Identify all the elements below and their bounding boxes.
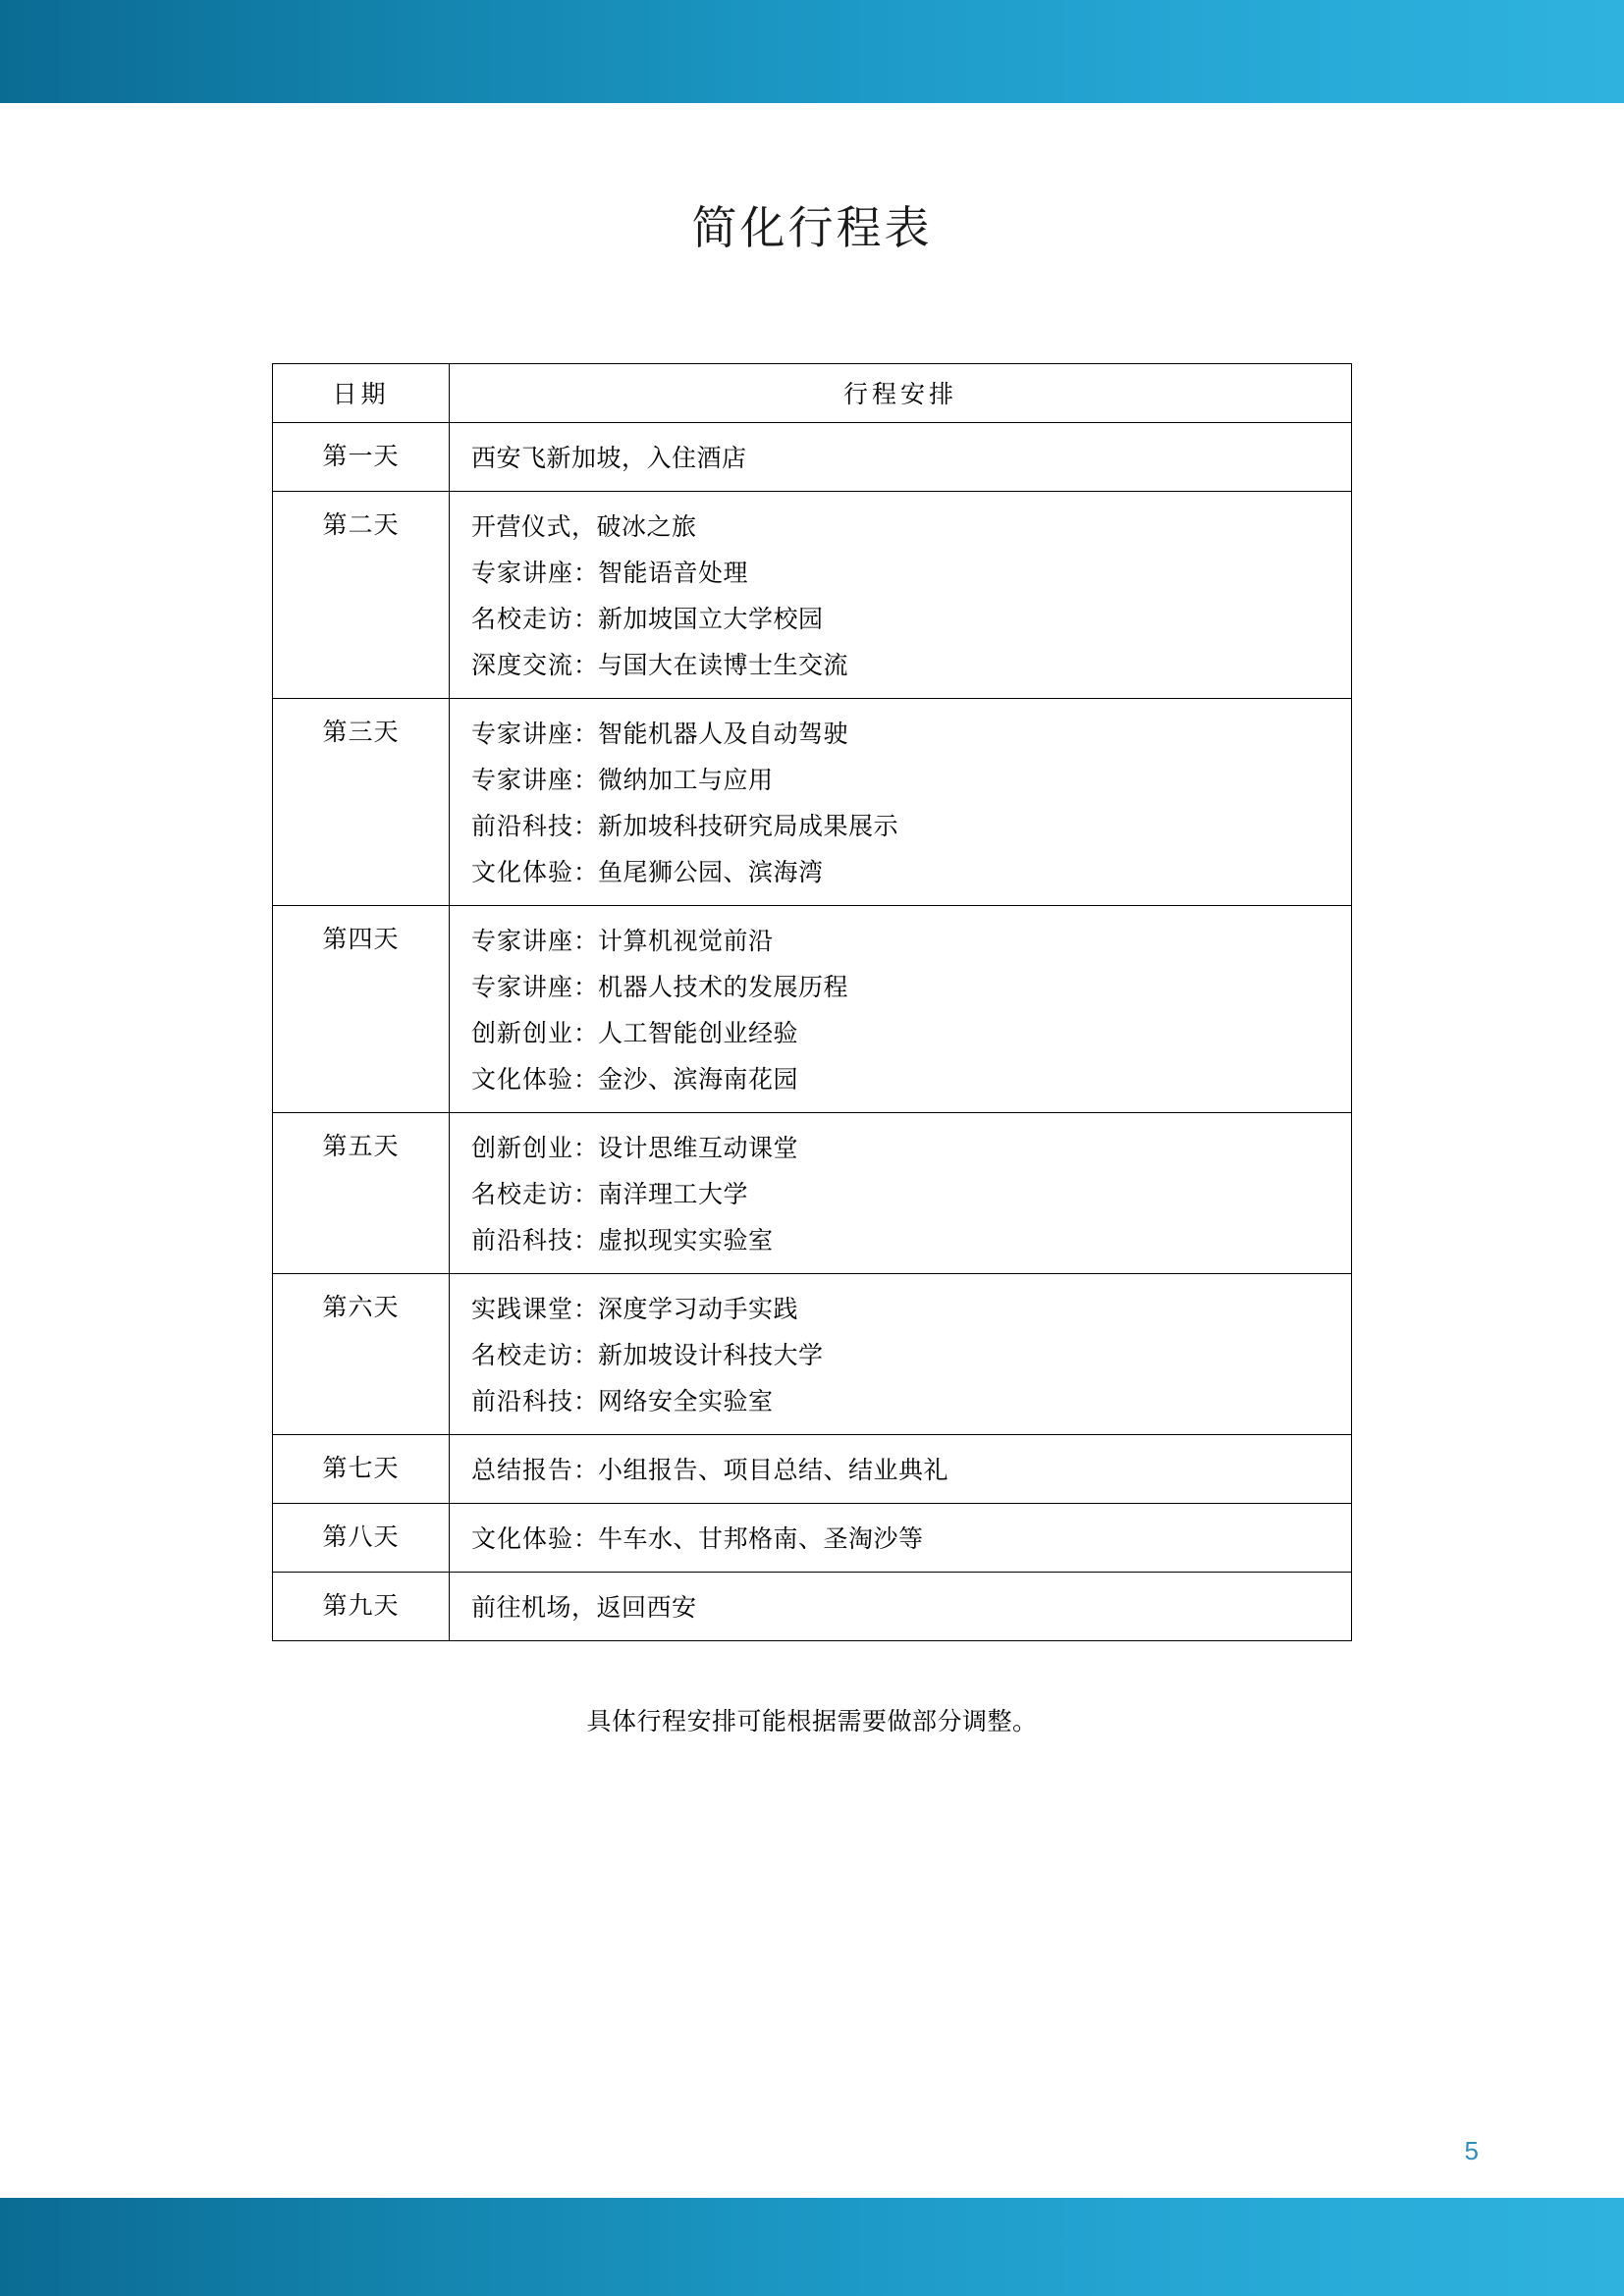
table-cell-day: 第四天: [273, 906, 450, 1113]
schedule-line: [471, 1331, 1337, 1377]
schedule-line: [471, 802, 1337, 848]
table-cell-day: 第一天: [273, 423, 450, 492]
schedule-line-separator: ：: [573, 1067, 599, 1095]
schedule-line-value: 智能机器人及自动驾驶: [598, 721, 849, 749]
schedule-line: [471, 756, 1337, 802]
schedule-line-separator: ：: [573, 561, 599, 588]
table-cell-day: 第五天: [273, 1113, 450, 1274]
schedule-line-value: 计算机视觉前沿: [598, 929, 774, 956]
itinerary-table-wrapper: [0, 363, 1624, 1641]
schedule-line-value: 开营仪式，破冰之旅: [471, 514, 697, 542]
table-row: [273, 699, 1352, 906]
schedule-line-label: 专家讲座: [471, 768, 574, 795]
schedule-line-separator: ：: [573, 1021, 599, 1048]
table-header-row: [273, 364, 1352, 423]
schedule-line: [471, 1124, 1337, 1170]
schedule-line-value: 南洋理工大学: [598, 1182, 749, 1209]
schedule-line-separator: ：: [573, 860, 599, 887]
schedule-line: [471, 1170, 1337, 1216]
schedule-line-label: 名校走访: [471, 1343, 574, 1370]
schedule-line-label: 文化体验: [471, 860, 574, 887]
schedule-line-value: 人工智能创业经验: [598, 1021, 799, 1048]
schedule-line-separator: ：: [573, 814, 599, 841]
table-cell-schedule: [450, 492, 1352, 699]
page-content: [0, 103, 1624, 2198]
column-header-schedule: 行程安排: [450, 364, 1352, 423]
table-cell-schedule: [450, 1435, 1352, 1504]
schedule-line-label: 文化体验: [471, 1526, 574, 1554]
schedule-line: [471, 595, 1337, 641]
schedule-line-separator: ：: [573, 768, 599, 795]
schedule-line: [471, 641, 1337, 687]
schedule-line: [471, 848, 1337, 894]
page-number: 5: [1464, 2136, 1479, 2165]
schedule-line-label: 创新创业: [471, 1136, 574, 1163]
schedule-line-separator: ：: [573, 1228, 599, 1255]
schedule-line-value: 西安飞新加坡，入住酒店: [471, 446, 747, 473]
table-cell-day: 第三天: [273, 699, 450, 906]
schedule-line-separator: ：: [573, 1389, 599, 1416]
table-row: [273, 1274, 1352, 1435]
itinerary-table: [272, 363, 1352, 1641]
schedule-line-separator: ：: [573, 1182, 599, 1209]
schedule-line-label: 专家讲座: [471, 975, 574, 1002]
schedule-line-separator: ：: [573, 721, 599, 749]
table-row: [273, 1113, 1352, 1274]
schedule-line: [471, 1055, 1337, 1101]
schedule-line: [471, 1515, 1337, 1561]
schedule-line-value: 机器人技术的发展历程: [598, 975, 849, 1002]
schedule-line-separator: ：: [573, 1136, 599, 1163]
table-cell-schedule: [450, 1504, 1352, 1573]
schedule-line-value: 金沙、滨海南花园: [598, 1067, 799, 1095]
schedule-line-label: 专家讲座: [471, 929, 574, 956]
table-cell-day: 第七天: [273, 1435, 450, 1504]
schedule-line-value: 虚拟现实实验室: [598, 1228, 774, 1255]
table-cell-day: 第八天: [273, 1504, 450, 1573]
table-cell-day: 第二天: [273, 492, 450, 699]
table-cell-schedule: [450, 1274, 1352, 1435]
schedule-line-value: 设计思维互动课堂: [598, 1136, 799, 1163]
schedule-line: [471, 917, 1337, 963]
schedule-line-label: 前沿科技: [471, 814, 574, 841]
footnote-text: 具体行程安排可能根据需要做部分调整。: [586, 1709, 1038, 1736]
schedule-line-label: 文化体验: [471, 1067, 574, 1095]
table-cell-schedule: [450, 699, 1352, 906]
schedule-line-label: 名校走访: [471, 607, 574, 634]
header-decorative-band: [0, 0, 1624, 103]
schedule-line-value: 新加坡科技研究局成果展示: [598, 814, 899, 841]
schedule-line-value: 新加坡国立大学校园: [598, 607, 824, 634]
schedule-line-value: 智能语音处理: [598, 561, 749, 588]
table-cell-schedule: [450, 906, 1352, 1113]
schedule-line-separator: ：: [573, 1343, 599, 1370]
schedule-line-label: 名校走访: [471, 1182, 574, 1209]
schedule-line-value: 与国大在读博士生交流: [598, 653, 849, 680]
column-header-date: 日期: [273, 364, 450, 423]
schedule-line-separator: ：: [573, 929, 599, 956]
schedule-line-value: 网络安全实验室: [598, 1389, 774, 1416]
schedule-line-value: 深度学习动手实践: [598, 1297, 799, 1324]
schedule-line-label: 深度交流: [471, 653, 574, 680]
schedule-line-separator: ：: [573, 607, 599, 634]
table-body: [273, 423, 1352, 1641]
schedule-line-value: 小组报告、项目总结、结业典礼: [598, 1458, 949, 1485]
schedule-line-value: 牛车水、甘邦格南、圣淘沙等: [598, 1526, 924, 1554]
schedule-line: [471, 1446, 1337, 1492]
table-cell-day: 第六天: [273, 1274, 450, 1435]
schedule-line: [471, 434, 1337, 480]
table-row: [273, 1573, 1352, 1641]
table-cell-schedule: [450, 1113, 1352, 1274]
schedule-line-separator: ：: [573, 975, 599, 1002]
schedule-line-value: 新加坡设计科技大学: [598, 1343, 824, 1370]
table-cell-day: 第九天: [273, 1573, 450, 1641]
schedule-line: [471, 1009, 1337, 1055]
schedule-line-label: 专家讲座: [471, 721, 574, 749]
schedule-line-value: 微纳加工与应用: [598, 768, 774, 795]
table-row: [273, 906, 1352, 1113]
schedule-line-label: 创新创业: [471, 1021, 574, 1048]
schedule-line: [471, 710, 1337, 756]
schedule-line-value: 鱼尾狮公园、滨海湾: [598, 860, 824, 887]
table-cell-schedule: [450, 423, 1352, 492]
schedule-line-label: 实践课堂: [471, 1297, 574, 1324]
schedule-line-label: 总结报告: [471, 1458, 574, 1485]
table-row: [273, 423, 1352, 492]
page-title: 简化行程表: [691, 203, 933, 253]
schedule-line-separator: ：: [573, 1526, 599, 1554]
schedule-line: [471, 1377, 1337, 1423]
table-row: [273, 492, 1352, 699]
schedule-line-value: 前往机场，返回西安: [471, 1595, 697, 1623]
schedule-line-label: 前沿科技: [471, 1389, 574, 1416]
schedule-line-separator: ：: [573, 1458, 599, 1485]
table-row: [273, 1435, 1352, 1504]
schedule-line: [471, 549, 1337, 595]
schedule-line: [471, 963, 1337, 1009]
schedule-line: [471, 1216, 1337, 1262]
schedule-line: [471, 1285, 1337, 1331]
schedule-line: [471, 1583, 1337, 1629]
schedule-line-separator: ：: [573, 1297, 599, 1324]
schedule-line: [471, 503, 1337, 549]
table-row: [273, 1504, 1352, 1573]
footer-decorative-band: [0, 2198, 1624, 2296]
schedule-line-label: 前沿科技: [471, 1228, 574, 1255]
schedule-line-label: 专家讲座: [471, 561, 574, 588]
table-cell-schedule: [450, 1573, 1352, 1641]
schedule-line-separator: ：: [573, 653, 599, 680]
